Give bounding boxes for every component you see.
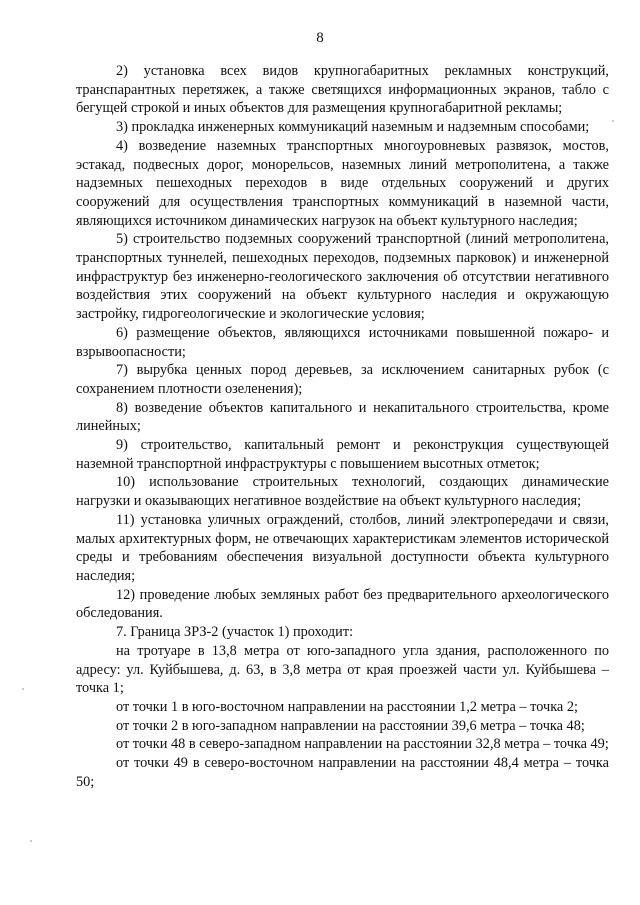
- paragraph: 9) строительство, капитальный ремонт и реконструкция существующей наземной транспортной инфраструктуры с повышением высотных отметок;: [76, 437, 609, 472]
- paragraph: 2) установка всех видов крупногабаритных рекламных конструкций, транспарантных перетяжек, а также светящихся информационных экранов, табло с бегущей строкой и иных объектов для размещения крупногабаритной рекламы;: [76, 63, 609, 117]
- paragraph: 5) строительство подземных сооружений транспортной (линий метрополитена, транспортных туннелей, пешеходных переходов, подземных парковок) и инженерной инфраструктур без инженерно-геологического заключения об отсутствии негативного воздействия этих сооружений на объект культурного наследия и окружающую застройку, гидрогеологические и экологические условия;: [76, 231, 609, 323]
- paragraph: 4) возведение наземных транспортных многоуровневых развязок, мостов, эстакад, подвесных дорог, монорельсов, наземных линий метрополитена, а также надземных пешеходных переходов в виде отдельных сооружений и других сооружений для осуществления транспортных коммуникаций в наземной части, являющихся источником динамических нагрузок на объект культурного наследия;: [76, 137, 609, 229]
- paragraph: 6) размещение объектов, являющихся источниками повышенной пожаро- и взрывоопасности;: [76, 324, 609, 360]
- paragraph: 10) использование строительных технологий, создающих динамические нагрузки и оказывающих негативное воздействие на объект культурного наследия;: [76, 474, 609, 510]
- scan-speck: [612, 120, 614, 122]
- paragraph: от точки 1 в юго-восточном направлении на расстоянии 1,2 метра – точка 2;: [116, 698, 578, 715]
- paragraph: 8) возведение объектов капитального и некапитального строительства, кроме линейных;: [76, 399, 609, 435]
- scan-speck: [30, 840, 32, 842]
- body-text: [76, 62, 609, 791]
- paragraph: от точки 48 в северо-западном направлении на расстоянии 32,8 метра – точка 49;: [116, 736, 609, 753]
- paragraph: 3) прокладка инженерных коммуникаций наземным и надземным способами;: [116, 119, 590, 136]
- paragraph: 12) проведение любых земляных работ без предварительного археологического обследования.: [76, 586, 609, 622]
- paragraph: от точки 49 в северо-восточном направлении на расстоянии 48,4 метра – точка 50;: [76, 755, 609, 790]
- paragraph: 11) установка уличных ограждений, столбов, линий электропередачи и связи, малых архитектурных форм, не отвечающих характеристикам элементов исторической среды и требованиям обеспечения визуальной доступности объекта культурного наследия;: [76, 511, 609, 584]
- page-number: 8: [316, 30, 324, 46]
- section-heading: 7. Граница ЗРЗ-2 (участок 1) проходит:: [116, 624, 354, 641]
- paragraph: на тротуаре в 13,8 метра от юго-западного угла здания, расположенного по адресу: ул. Куйбышева, д. 63, в 3,8 метра от края проезжей части ул. Куйбышева – точка 1;: [76, 642, 609, 697]
- paragraph: от точки 2 в юго-западном направлении на расстоянии 39,6 метра – точка 48;: [116, 717, 585, 734]
- paragraph: 7) вырубка ценных пород деревьев, за исключением санитарных рубок (с сохранением плотности озеленения);: [76, 362, 609, 397]
- scan-speck: [22, 688, 24, 690]
